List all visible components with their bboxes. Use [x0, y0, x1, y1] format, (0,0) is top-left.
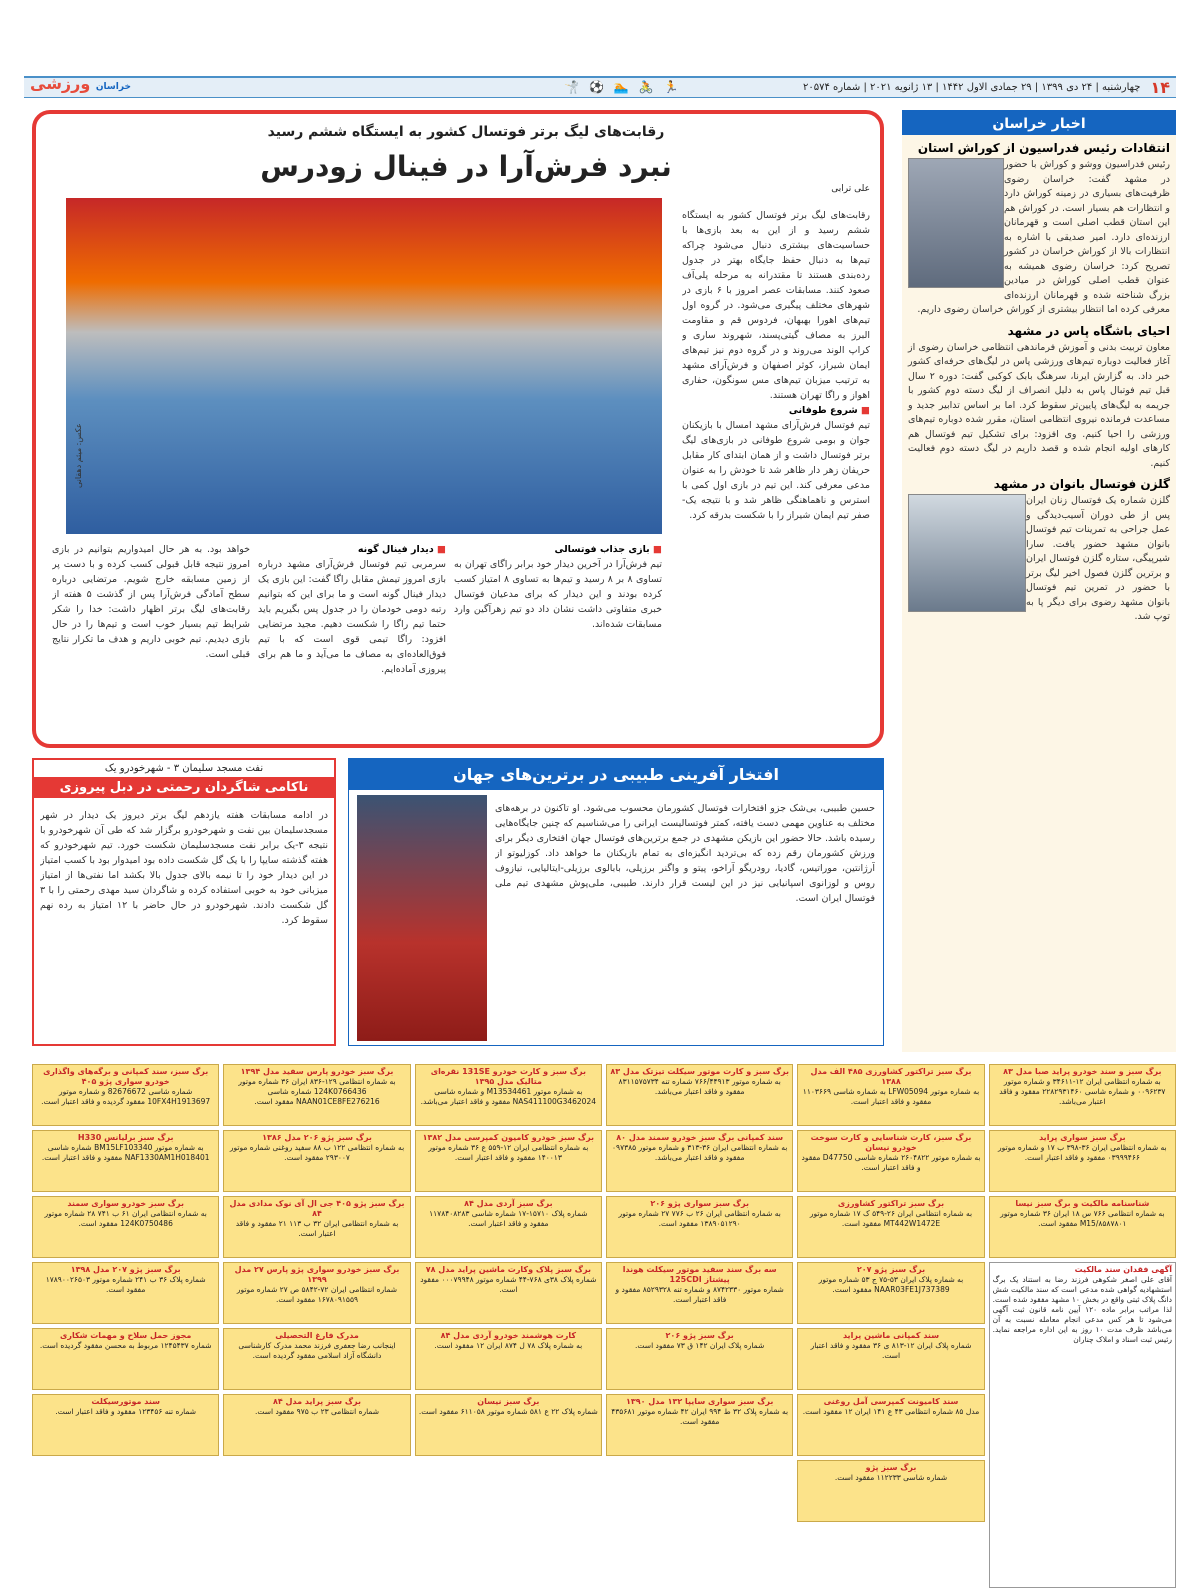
ad-title: مجوز حمل سلاح و مهمات شکاری	[60, 1331, 192, 1340]
ad-title: برگ سبز، سند کمپانی و برگه‌های واگذاری خودرو سواری پژو ۴۰۵	[43, 1067, 209, 1086]
ad-title: برگ سبز خودرو سواری پژو پارس ۲۷ مدل ۱۳۹۹	[234, 1265, 400, 1284]
ad-title: برگ سبز تراکتور کشاورزی ۴۸۵ الف مدل ۱۳۸۸	[810, 1067, 972, 1086]
ad-body: اینجانب رضا جعفری فرزند محمد مدرک کارشناسی دانشگاه آزاد اسلامی مفقود گردیده است.	[238, 1341, 396, 1360]
ad-body: شماره پلاک ۳۸ی ۷۶۸-۴۴ شماره موتور ۰۰۰۷۹۹۴۸ مفقود است.	[420, 1275, 597, 1294]
ad-title: برگ سبز پژو ۲۰۶	[665, 1331, 734, 1340]
ad-title: برگ سبز و کارت موتور سیکلت تیزتک مدل ۸۳	[610, 1067, 790, 1076]
player-photo	[908, 494, 1026, 612]
futsal-team-photo	[66, 198, 662, 534]
classified-ad	[797, 1394, 984, 1456]
classified-ad	[797, 1130, 984, 1192]
classified-ad	[32, 1262, 219, 1324]
classified-ad	[32, 1328, 219, 1390]
match-title: ناکامی شاگردان رحمتی در دبل پیروزی	[34, 777, 334, 798]
ad-title: برگ سبز پراید مدل ۸۴	[272, 1397, 362, 1406]
ad-body: شماره پلاک ۲۲ ع ۵۸۱ شماره موتور ۶۱۱۰۵۸ مفقود است.	[418, 1407, 598, 1416]
classified-ad	[797, 1262, 984, 1324]
ad-body: به شماره انتظامی ۱۲۹-۸۳۶ ایران ۳۶ شماره موتور 124K0766436 شماره شاسی NAAN01CE8FE276216 مفقود است.	[238, 1077, 396, 1106]
ad-title: برگ سبز پژو	[865, 1463, 917, 1472]
classified-ad	[797, 1196, 984, 1258]
ad-body: مدل ۸۵ شماره انتظامی ۴۳ ع ۱۴۱ ایران ۱۲ مفقود است.	[802, 1407, 980, 1416]
ad-body: شماره شاسی ۱۱۲۲۳۳ مفقود است.	[834, 1473, 948, 1482]
ad-title: برگ سبز پلاک وکارت ماشین پراید مدل ۷۸	[425, 1265, 591, 1274]
article-column-1: رقابت‌های لیگ برتر فوتسال کشور به ایستگاه ششم رسید و از این به بعد بازی‌ها با حساسیت‌های بیشتری دنبال می‌شود چراکه تیم‌ها به دنبال حفظ جایگاه بهتر در جدول رده‌بندی هستند تا مقتدرانه به مرحله پلی‌آف صعود کنند. مسابقات عصر امروز با ۶ بازی در شهرهای مختلف پیگیری می‌شود. در گروه اول تیم‌های اهورا بهبهان، فردوس قم و مقاومت البرز به مصاف گیتی‌پسند، شهروند ساری و کراپ الوند می‌روند و در گروه دوم نیز تیم‌های ایمان شیراز، کوثر اصفهان و فرش‌آرای مشهد به ترتیب میزبان تیم‌های مس سونگون، حفاری اهواز و راگا تهران هستند. ■ شروع طوفانی تیم فوتسال فرش‌آرای مشهد امسال با بازیکنان جوان و بومی شروع طوفانی در بازی‌های لیگ برتر فوتسال داشت و از همان ابتدای کار مقابل حریفان زهر دار ظاهر شد تا خودش را به عنوان مدعی معرفی کند. این تیم در بازی اول کمی با استرس و ناهماهنگی ظاهر شد و با نتیجه یک-صفر تیم ایمان شیراز را با شکست بدرقه کرد.	[682, 208, 870, 740]
ad-title: برگ سبز سواری پراید	[1039, 1133, 1126, 1142]
article-column-3: ■ دیدار فینال گونه سرمربی تیم فوتسال فرش‌آرای مشهد درباره بازی امروز تیمش مقابل راگا گفت: این بازی یک دیدار فینال گونه است و ما برای این که بتوانیم رتبه دومی خودمان را در جدول پس بگیریم باید حتما تیم راگا را شکست دهیم. مجید مرتضایی افزود: راگا تیمی قوی است که با تیم فوق‌العاده‌ای به مصاف ما می‌آید و ما هم برای پیروزی آماده‌ایم.	[258, 542, 446, 742]
player-photo-tabibi	[357, 795, 487, 1041]
feature-title: افتخار آفرینی طبیبی در برترین‌های جهان	[349, 759, 883, 790]
ad-body: شماره ۱۲۴۵۴۳۷ مربوط به محسن مفقود گردیده است.	[39, 1341, 212, 1350]
ad-body: به شماره پلاک ۳۲ ط ۹۹۴ ایران ۴۲ شماره موتور ۴۳۵۶۸۱ مفقود است.	[611, 1407, 789, 1426]
ad-body: به شماره انتظامی ایران ۳۶-۳۱۳ و شماره موتور ۰۹۷۳۸۵ مفقود و فاقد اعتبار می‌باشد.	[612, 1143, 788, 1162]
ad-title: سند کمپانی برگ سبز خودرو سمند مدل ۸۰	[616, 1133, 784, 1142]
classified-ad	[223, 1262, 410, 1324]
ad-body: به شماره انتظامی ۷۶۶ س ۱۸ ایران ۳۶ شماره موتور M15/۸۵۸۷۸۰۱ مفقود است.	[1000, 1209, 1165, 1228]
ad-body: به شماره انتظامی ایران ۳۶-۳۹۸ ب ۱۷ و شماره موتور ۰۳۹۹۹۴۶۶ مفقود و فاقد اعتبار است.	[998, 1143, 1167, 1162]
classified-ad	[32, 1394, 219, 1456]
classified-ad	[606, 1262, 793, 1324]
ad-title: برگ سبز تراکتور کشاورزی	[837, 1199, 945, 1208]
classified-ad	[415, 1394, 602, 1456]
ad-body: شماره موتور ۸۷۴۲۳۳۰ و شماره تنه ۸۵۲۹۳۲۸ مفقود و فاقد اعتبار است.	[615, 1285, 784, 1304]
official-portrait	[908, 158, 1004, 288]
article-column-4: خواهد بود. به هر حال امیدواریم بتوانیم در بازی امروز نتیجه قابل قبولی کسب کرده و با دست پر از زمین مسابقه خارج شویم. مرتضایی درباره سطح آمادگی فرش‌آرا پس از گذشت ۵ هفته از رقابت‌های لیگ برتر اظهار داشت: خدا را شکر شرایط تیم بسیار خوب است و تیم‌ها را در حال بازی دیدیم. تیم خوبی داریم و هدف ما تکرار نتایج قبلی است.	[52, 544, 250, 660]
article-kicker: رقابت‌های لیگ برتر فوتسال کشور به ایستگاه ششم رسید	[267, 124, 665, 140]
match-kicker: نفت مسجد سلیمان ۳ - شهرخودرو یک	[104, 763, 264, 774]
date-line: چهارشنبه | ۲۴ دی ۱۳۹۹ | ۲۹ جمادی الاول ۱۴۴۲ | ۱۳ ژانویه ۲۰۲۱ | شماره ۲۰۵۷۴	[802, 82, 1141, 93]
classified-ad	[415, 1262, 602, 1324]
ad-body: شماره پلاک ۳۶ ب ۲۴۱ شماره موتور ۱۷۸۹۰۰۲۶۵۰۳ مفقود است.	[45, 1275, 206, 1294]
ad-body: آقای علی اصغر شکوهی فرزند رضا به استناد یک برگ استشهادیه گواهی شده مدعی است که سند مالکیت شش دانگ پلاک ثبتی واقع در بخش ۱۰ مشهد مفقود شده است. لذا مراتب برابر ماده ۱۲۰ آیین نامه قانون ثبت آگهی می‌شود تا هر کس مدعی انجام معامله نسبت به آن می‌باشد ظرف مدت ۱۰ روز به این اداره مراجعه نماید. رئیس ثبت اسناد و املاک چناران	[992, 1275, 1172, 1344]
classified-ad	[606, 1196, 793, 1258]
news-text-1: رئیس فدراسیون ووشو و کوراش با حضور در مشهد گفت: خراسان رضوی ظرفیت‌های بسیاری در زمینه کوراش دارد و انتظارات هم بسیار است. در کوراش هم این استان قطب اصلی است و قهرمانان ارزنده‌ای دارد. امیر صدیقی با اشاره به انتظارات بالا از کوراش خراسان در کشور تصریح کرد: خراسان رضوی همیشه به عنوان قطب اصلی کوراش در میادین بزرگ شناخته شده و قهرمانان ارزنده‌ای معرفی کرده اما انتظار بیشتری از کوراش خراسان رضوی داریم.	[917, 159, 1170, 315]
ad-title: برگ سبز سواری سایپا ۱۳۲ مدل ۱۳۹۰	[625, 1397, 774, 1406]
ad-title: برگ سبز پژو ۲۰۷	[856, 1265, 926, 1274]
ad-body: به شماره پلاک ایران ۵۳-۷۵ ج ۵۳ شماره موتور NAAR03FE1J737389 مفقود است.	[818, 1275, 964, 1294]
classified-ad	[989, 1130, 1176, 1192]
article-headline: نبرد فرش‌آرا در فینال زودرس	[260, 150, 672, 183]
article-column-2: ■ بازی جذاب فوتسالی تیم فرش‌آرا در آخرین دیدار خود برابر راگای تهران به تساوی ۸ بر ۸ رسید و تیم‌ها به تساوی ۸ امتیاز کسب کرده بودند و این دیدار که برای مدعیان فوتسال خبری متفاوتی داشت نشان داد دو تیم زهرآگین وارد مسابقات شده‌اند.	[454, 542, 662, 742]
ad-body: به شماره انتظامی ایران ۲۶-۵۴۹ ک ۱۷ شماره موتور MT442W1472E مفقود است.	[809, 1209, 973, 1228]
ad-body: به شماره موتور LFW05094 به شماره شاسی ۱۱۰۳۶۶۹ مفقود و فاقد اعتبار است.	[802, 1087, 980, 1106]
ad-title: برگ سبز نیسان	[477, 1397, 540, 1406]
page-header	[24, 76, 1176, 98]
feature-text: حسین طبیبی، بی‌شک جزو افتخارات فوتسال کشورمان محسوب می‌شود. او تاکنون در برهه‌های مختلف به عناوین مهمی دست یافته، کمتر فوتسالیست ایرانی را می‌شناسیم که چنین جایگاه‌هایی رسیده باشد. حالا حضور این بازیکن مشهدی در جمع برترین‌های فوتسال جهان افتخاری دیگر برای ورزش کشورمان رقم زده که بی‌تردید انگیزه‌ای به تمام بازیکنان ما خواهد داد. کوزلیوتو از آرژانتین، موراتیس، گادیا، رودریگو آراخو، پیتو و واگنر برزیلی، بابالوی برزیلی-ایتالیایی، نیازوف روس و لوزانوی اسپانیایی نیز در این لیست قرار دارند. طبیبی، ملی‌پوش مشهدی تیم ملی فوتسال ایران است.	[495, 803, 875, 904]
ad-body: شماره پلاک ایران ۱۲-۸۱۳ ی ۳۶ مفقود و فاقد اعتبار است.	[810, 1341, 972, 1360]
ad-body: به شماره موتور M13534461 و شماره شاسی NAS411100G3462024 مفقود و فاقد اعتبار می‌باشد.	[420, 1087, 597, 1106]
classified-ad	[606, 1328, 793, 1390]
ad-title: سند کامیونت کمپرسی آمل روغنی	[823, 1397, 959, 1406]
khorasan-news-sidebar	[902, 110, 1176, 1052]
classified-ad	[415, 1328, 602, 1390]
ad-body: به شماره انتظامی ایران ۱۲-۳۴۶۱۱ و شماره موتور ۰۰۹۶۲۳۷ و شماره شاسی ۲۲۸۲۹۳۱۴۶۰ مفقود و فاقد اعتبار می‌باشد.	[999, 1077, 1166, 1106]
classified-ad	[606, 1130, 793, 1192]
ad-body: به شماره انتظامی ۱۲۲ ب ۸۸ سفید روغنی شماره موتور ۲۹۳۰۰۷ مفقود است.	[229, 1143, 405, 1162]
ad-body: به شماره انتظامی ایران ۲۶ ب ۷۷۶ ۲۷ شماره موتور ۱۳۸۹۰۵۱۲۹۰ مفقود است.	[618, 1209, 781, 1228]
classified-ad	[415, 1196, 602, 1258]
ad-body: به شماره انتظامی ایران ۶۱ ب ۷۴۱ ۲۸ شماره موتور 124K0750486 مفقود است.	[44, 1209, 207, 1228]
ad-title: برگ سبز پژو ۲۰۷ مدل ۱۳۹۸	[70, 1265, 181, 1274]
ad-title: برگ سبز برلیانس H330	[77, 1133, 174, 1142]
classified-ad	[223, 1394, 410, 1456]
classified-ad	[989, 1064, 1176, 1126]
feature-article	[348, 758, 884, 1046]
section-logo: خراسان ورزشی	[30, 74, 131, 93]
ad-body: شماره تنه ۱۲۳۴۵۶ مفقود و فاقد اعتبار است.	[55, 1407, 196, 1416]
ad-body: شماره انتظامی ۲۳ ب ۹۷۵ مفقود است.	[254, 1407, 380, 1416]
classified-ad	[223, 1130, 410, 1192]
classified-ad	[797, 1064, 984, 1126]
classified-ad	[223, 1196, 410, 1258]
news-text-3: گلزن شماره یک فوتسال زنان ایران پس از طی دوران آسیب‌دیدگی و عمل جراحی به تمرینات تیم فوتسال بانوان مشهد حضور یافت. سارا شیرپیگی، ستاره گلزن فوتسال ایران و برترین گلزن فصول اخیر لیگ برتر با حضور در تمرین تیم فوتسال بانوان مشهد رضوی برای دیگر پا به توپ شد.	[1026, 495, 1170, 622]
page-number: ۱۴	[1150, 78, 1170, 97]
classified-ad	[415, 1064, 602, 1126]
news-headline-2: احیای باشگاه پاس در مشهد	[1007, 323, 1170, 338]
fencer-icon: 🤺	[564, 80, 579, 94]
main-article	[32, 110, 884, 748]
swimmer-icon: 🏊	[613, 80, 629, 94]
match-report	[32, 758, 336, 1046]
ad-title: برگ سبز خودرو سواری سمند	[67, 1199, 184, 1208]
ad-title: برگ سبز پژو ۲۰۶ مدل ۱۳۸۶	[262, 1133, 372, 1142]
classified-ad	[797, 1460, 984, 1522]
ad-body: شماره شاسی 82676672 و شماره موتور 10FX4H1913697 مفقود گردیده و فاقد اعتبار است.	[41, 1087, 211, 1106]
ad-title: آگهی فقدان سند مالکیت	[1074, 1265, 1172, 1274]
ad-body: به شماره موتور ۲۶۰۴۸۲۲ شماره شاسی D47750 مفقود و فاقد اعتبار است.	[801, 1153, 981, 1172]
ad-body: به شماره انتظامی ایران ۳۲ ب ۱۱۳ ۲۱ مفقود و فاقد اعتبار است.	[235, 1219, 399, 1238]
classified-ad	[606, 1394, 793, 1456]
classified-ad	[797, 1328, 984, 1390]
ad-body: به شماره موتور BM15LF103340 شماره شاسی NAF1330AM1H018401 مفقود و فاقد اعتبار است.	[41, 1143, 210, 1162]
ad-title: برگ سبز و کارت خودرو 131SE نقره‌ای متالیک مدل ۱۳۹۵	[430, 1067, 586, 1086]
sport-icons	[564, 80, 679, 94]
classified-ad	[415, 1130, 602, 1192]
classified-ad	[32, 1196, 219, 1258]
ad-title: برگ سبز خودرو کامیون کمپرسی مدل ۱۳۸۲	[422, 1133, 595, 1142]
ad-title: سند کمپانی ماشین پراید	[842, 1331, 940, 1340]
ad-title: برگ سبز آردی مدل ۸۴	[464, 1199, 553, 1208]
ad-title: برگ سبز پژو ۴۰۵ جی ال آی نوک مدادی مدل ۸۴	[229, 1199, 405, 1218]
ad-body: به شماره پلاک ۷۸ ل ۸۷۴ ایران ۱۲ مفقود است.	[434, 1341, 583, 1350]
news-headline-3: گلزن فوتسال بانوان در مشهد	[993, 477, 1170, 491]
classified-ad	[989, 1262, 1176, 1588]
ad-title: برگ سبز، کارت شناسایی و کارت سوخت خودرو نیسان	[810, 1133, 972, 1152]
ad-title: برگ سبز و سند خودرو پراید صبا مدل ۸۳	[1003, 1067, 1162, 1076]
classified-ad	[223, 1064, 410, 1126]
ad-title: سند موتورسیکلت	[91, 1397, 160, 1406]
classified-ad	[989, 1196, 1176, 1258]
match-text: در ادامه مسابقات هفته یازدهم لیگ برتر دیروز یک دیدار در شهر مسجدسلیمان بین نفت و شهرخودرو برگزار شد که طی آن شهرخودرو با نتیجه ۳-یک برابر نفت مسجدسلیمان شکست خورد. تیم شهرخودرو که هفته گذشته سایپا را با یک گل شکست داده بود امیدوار بود با کسب امتیاز در این دیدار خود را تا نیمه بالای جدول بالا بکشد اما نفتی‌ها از امتیاز میزبانی خود به خوبی استفاده کرده و شاگردان سید مهدی رحمتی را با ۳ گل شکست دادند. شهرخودرو در حال حاضر با ۱۲ امتیاز به رده نهم سقوط کرد.	[40, 810, 328, 926]
ad-title: کارت هوشمند خودرو آردی مدل ۸۴	[440, 1331, 577, 1340]
ad-title: سه برگ سند سفید موتور سیکلت هوندا پیشتاز 125CDI	[622, 1265, 777, 1284]
sidebar-title: اخبار خراسان	[902, 113, 1176, 135]
ad-body: شماره پلاک ۱۵۷۱۰-۱۷ شماره شاسی ۱۱۷۸۴۰۸۲۸۳ مفقود و فاقد اعتبار است.	[429, 1209, 588, 1228]
ad-body: به شماره انتظامی ایران ۱۲-۵۵۹ ع ۳۶ شماره موتور ۱۴۰۰۱۳ مفقود و فاقد اعتبار است.	[428, 1143, 589, 1162]
classified-ads-grid	[32, 1064, 1176, 1548]
article-byline: علی ترابی	[831, 184, 870, 194]
ad-title: مدرک فارغ التحصیلی	[275, 1331, 359, 1340]
ad-body: شماره انتظامی ایران ۷۲-۵۸۴۲ ص ۲۷ شماره موتور ۱۶۷۸۰۹۱۵۵۹ مفقود است.	[236, 1285, 398, 1304]
ad-title: برگ سبز خودرو پارس سفید مدل ۱۳۹۴	[240, 1067, 394, 1076]
classified-ad	[32, 1064, 219, 1126]
runner-icon: 🏃	[663, 80, 679, 94]
ad-body: شماره پلاک ایران ۱۴۲ ق ۷۳ مفقود است.	[635, 1341, 765, 1350]
photo-credit: عکس: میثم دهقانی	[74, 423, 83, 488]
soccer-icon: ⚽	[588, 80, 604, 94]
classified-ad	[223, 1328, 410, 1390]
news-headline-1: انتقادات رئیس فدراسیون از کوراش استان	[917, 141, 1170, 155]
ad-title: برگ سبز سواری پژو ۲۰۶	[650, 1199, 749, 1208]
ad-title: شناسنامه مالکیت و برگ سبز نیسا	[1015, 1199, 1150, 1208]
classified-ad	[606, 1064, 793, 1126]
ad-body: به شماره موتور ۷۶۶/۴۴۹۱۳ شماره تنه ۸۳۱۱۵۷۵۷۳۴ مفقود و فاقد اعتبار می‌باشد.	[618, 1077, 781, 1096]
news-text-2: معاون تربیت بدنی و آموزش فرماندهی انتظامی خراسان رضوی از آغاز فعالیت دوباره تیم‌های ورزشی پاس در لیگ‌های حرفه‌ای کشور خبر داد. به گزارش ایرنا، سرهنگ بابک کوکبی گفت: دوره ۲ سال قبل تیم فوتبال پاس به دلیل انصراف از لیگ دسته دوم کشور با جریمه به لیگ‌های پایین‌تر سقوط کرد. اما بر اساس تدابیر جدید و مساعدت فرمانده نیروی انتظامی استان، مقرر شده دوباره تیم‌های ورزشی را احیا کنیم. وی افزود: برای تشکیل تیم فوتسال هم کارهای اولیه انجام شده و قصد داریم در لیگ دسته دوم فعالیت کنیم.	[908, 341, 1171, 469]
cyclist-icon: 🚴	[638, 80, 654, 94]
classified-ad	[32, 1130, 219, 1192]
